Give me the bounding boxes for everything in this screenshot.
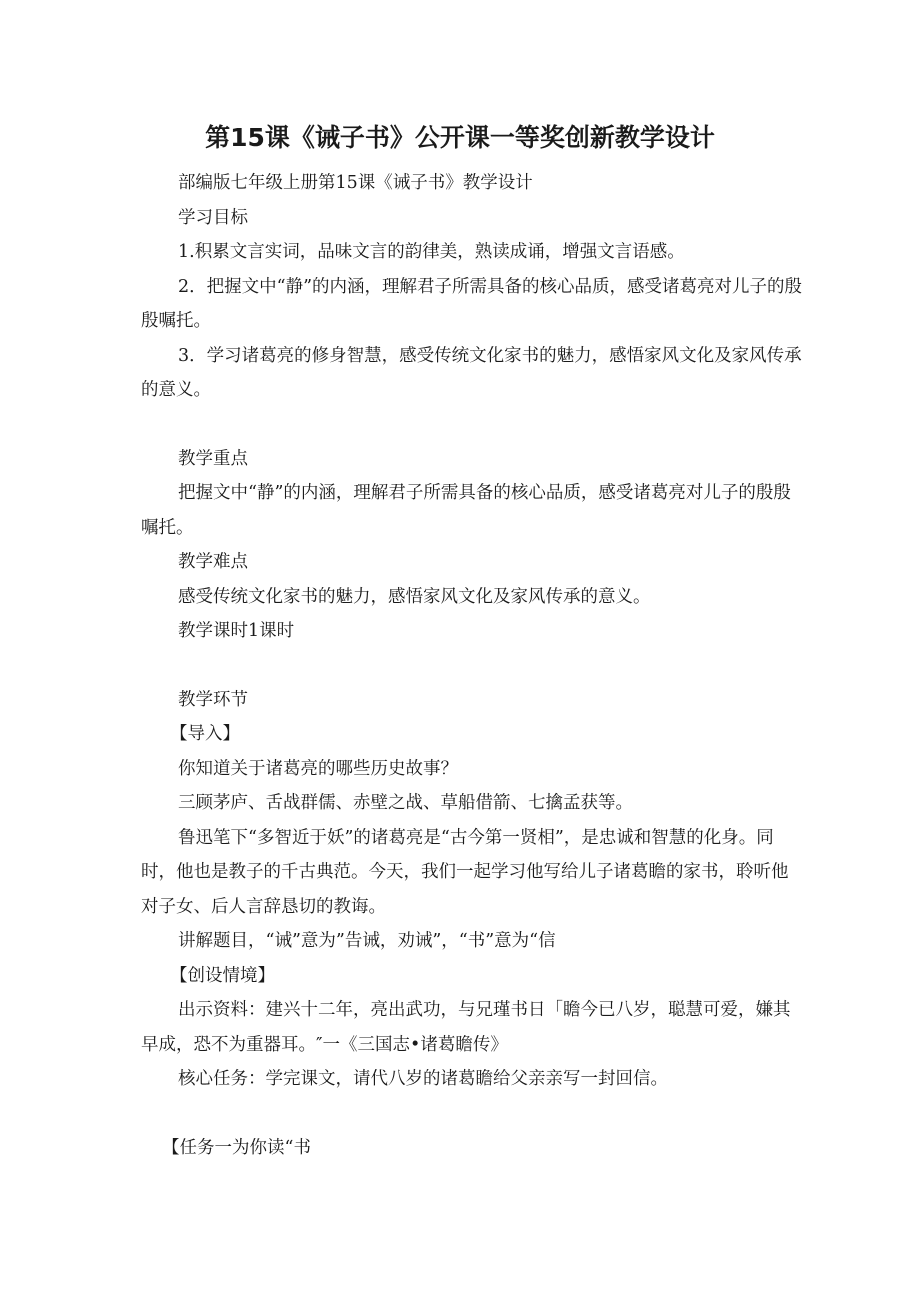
spacer: [178, 649, 803, 683]
spacer: [178, 1097, 803, 1131]
core-task: 核心任务：学完课文，请代八岁的诸葛瞻给父亲亲写一封回信。: [178, 1069, 668, 1089]
scenario-material: 出示资料：建兴十二年，亮出武功，与兄瑾书日「瞻今已八岁，聪慧可爱，嫌其早成，恐不为重器耳。″一《三国志•诸葛瞻传》: [141, 1000, 791, 1055]
title-explanation: 讲解题目，“诫”意为”告诫，劝诫”，“书”意为“信: [178, 931, 556, 951]
intro-paragraph: 鲁迅笔下“多智近于妖”的诸葛亮是“古今第一贤相”，是忠诚和智慧的化身。同时，他也是教子的千古典范。今天，我们一起学习他写给儿子诸葛瞻的家书，聆听他对子女、后人言辞恳切的教诲。: [141, 827, 789, 917]
task-one-label: 【任务一为你读“书: [162, 1137, 311, 1158]
difficulties-heading: 教学难点: [178, 552, 248, 572]
steps-heading: 教学环节: [178, 689, 248, 710]
scenario-label: 【创设情境】: [170, 965, 275, 986]
key-points-text: 把握文中“静”的内涵，理解君子所需具备的核心品质，感受诸葛亮对儿子的殷殷嘱托。: [141, 483, 791, 538]
intro-question: 你知道关于诸葛亮的哪些历史故事？: [178, 758, 458, 779]
goal-item-1: 1.积累文言实词，品味文言的韵律美，熟读成诵，增强文言语感。: [178, 242, 685, 262]
subtitle: 部编版七年级上册第15课《诫子书》教学设计: [178, 173, 533, 193]
class-hours: 教学课时1课时: [178, 621, 295, 641]
goal-item-3: 3．学习诸葛亮的修身智慧，感受传统文化家书的魅力，感悟家风文化及家风传承的意义。: [141, 345, 802, 400]
key-points-heading: 教学重点: [178, 448, 248, 469]
document-body: [141, 166, 803, 1165]
intro-answer: 三顾茅庐、舌战群儒、赤壁之战、草船借箭、七擒孟获等。: [178, 793, 633, 813]
page-title: 第15课《诫子书》公开课一等奖创新教学设计: [205, 123, 715, 152]
goals-heading: 学习目标: [178, 207, 248, 228]
difficulties-text: 感受传统文化家书的魅力，感悟家风文化及家风传承的意义。: [178, 586, 651, 607]
goal-item-2: 2．把握文中“静”的内涵，理解君子所需具备的核心品质，感受诸葛亮对儿子的殷殷嘱托。: [141, 276, 803, 331]
spacer: [178, 408, 803, 442]
intro-label: 【导入】: [170, 724, 240, 744]
